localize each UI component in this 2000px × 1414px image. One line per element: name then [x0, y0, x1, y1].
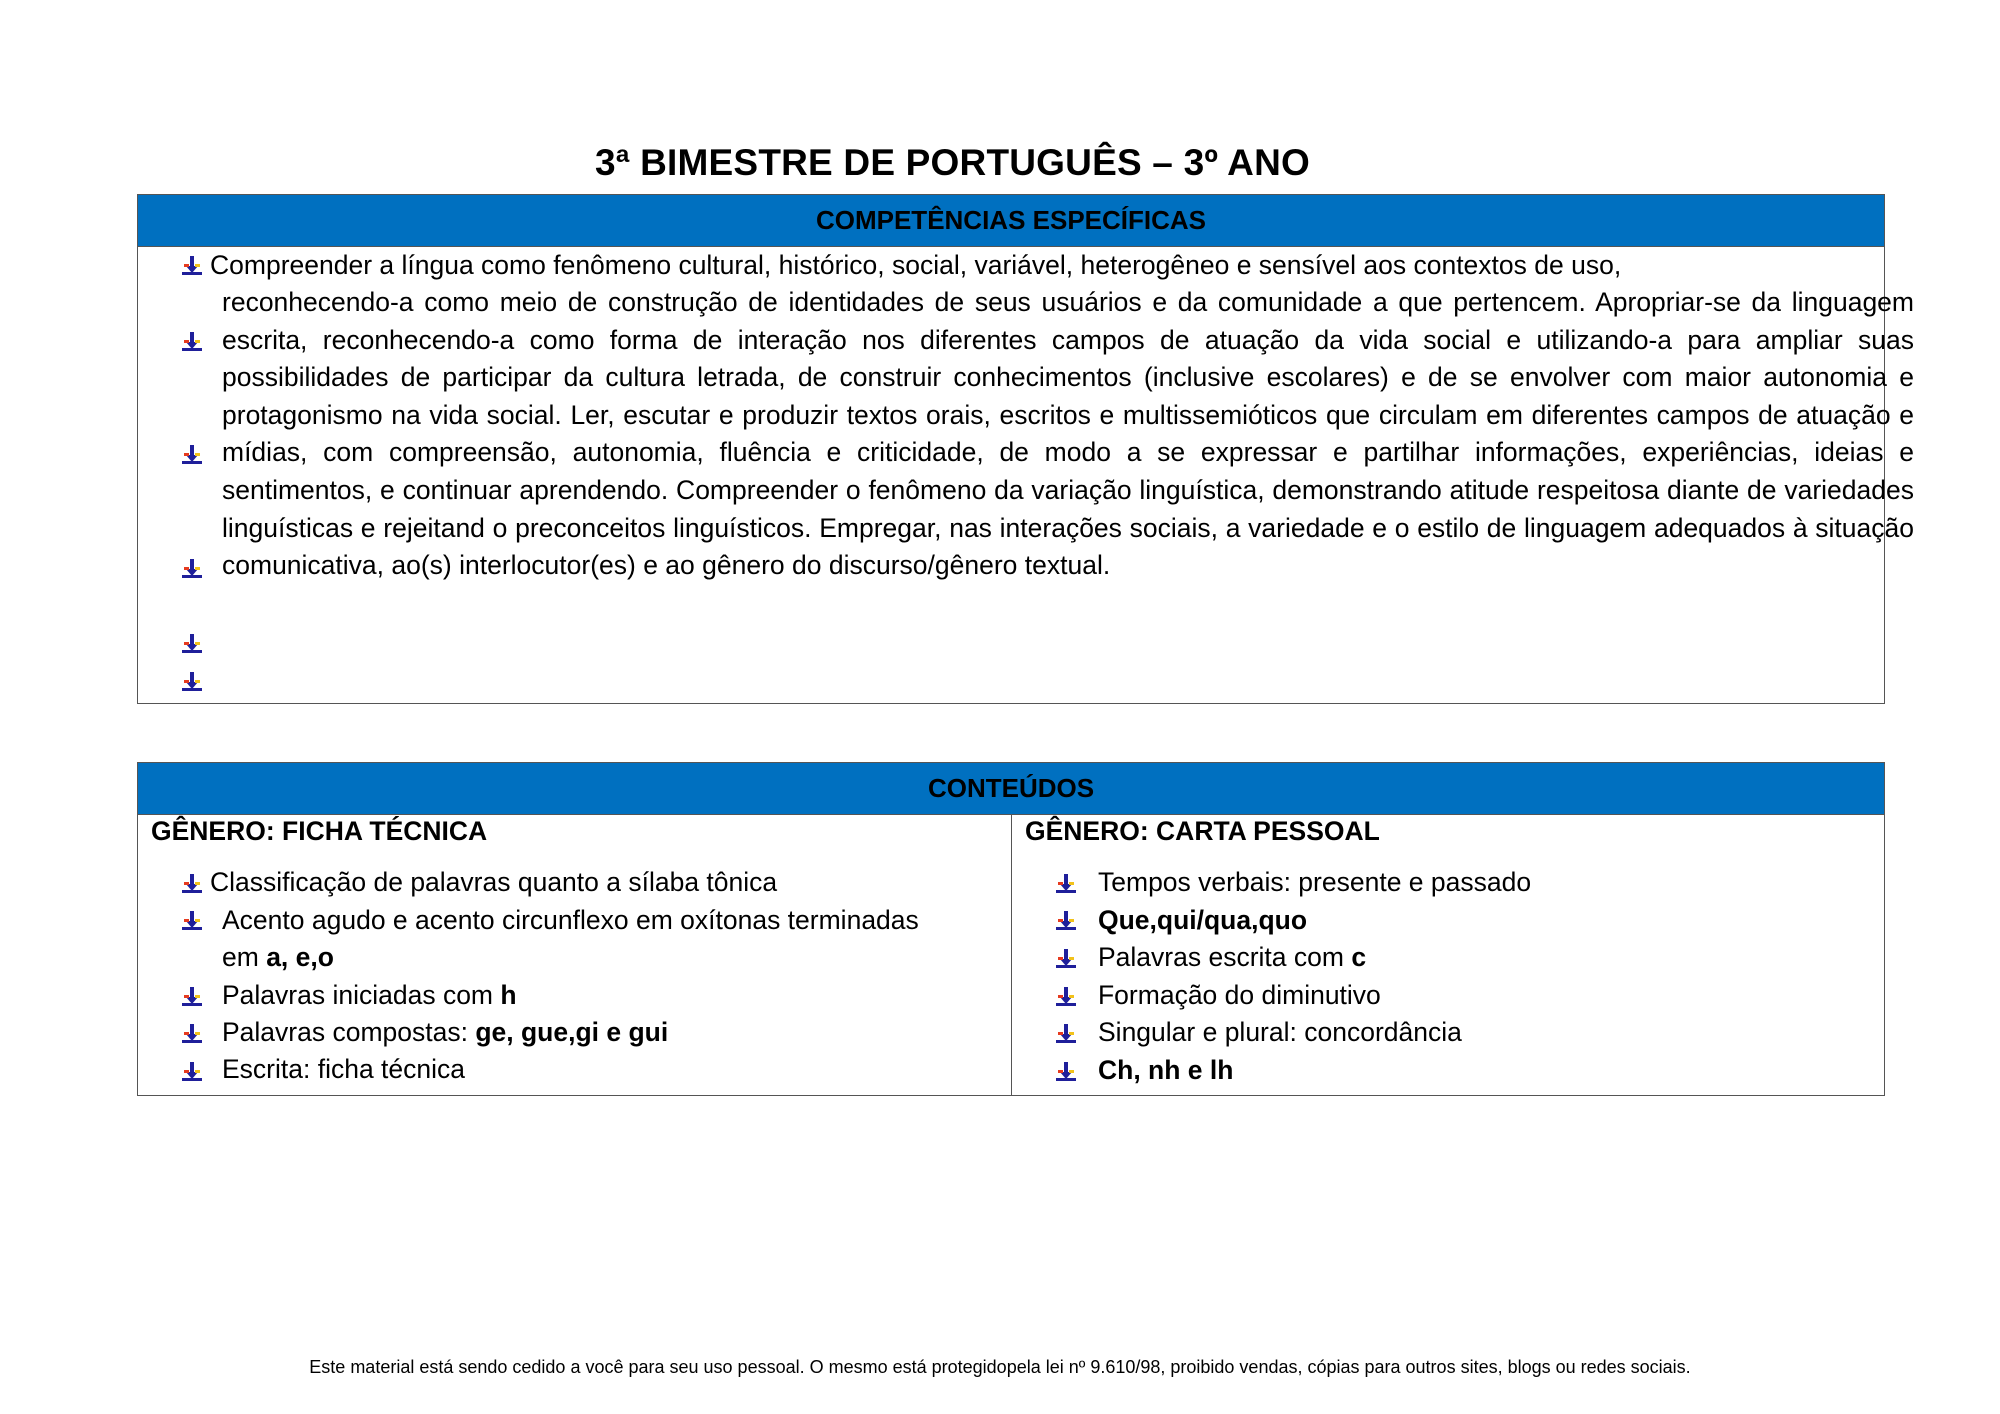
bullet-icon — [181, 1023, 203, 1045]
bullet-icon — [1055, 873, 1077, 895]
bullet-icon — [181, 986, 203, 1008]
list-item-bold-text: a, e,o — [266, 942, 334, 972]
list-item-bold-text: c — [1351, 942, 1367, 972]
bullet-icon — [1055, 1023, 1077, 1045]
competencia-first-line: Compreender a língua como fenômeno cultural, histórico, social, variável, heterogêneo e sensível aos contextos de uso, — [210, 250, 1622, 280]
list-item — [1098, 1014, 1462, 1052]
list-item — [222, 977, 517, 1015]
list-item — [1098, 977, 1381, 1015]
bullet-icon — [181, 255, 203, 277]
list-item — [222, 1014, 668, 1052]
list-item-continuation — [222, 939, 334, 977]
list-item-text: em — [222, 942, 267, 972]
bullet-icon — [181, 671, 203, 693]
list-item-text: Palavras compostas: — [222, 1017, 476, 1047]
list-item — [1098, 864, 1531, 902]
conteudos-header: CONTEÚDOS — [138, 763, 1884, 815]
list-item-text: Palavras escrita com — [1098, 942, 1352, 972]
bullet-icon — [181, 910, 203, 932]
list-item — [222, 902, 919, 940]
bullet-icon — [181, 1061, 203, 1083]
list-item-bold-text: Que,qui/qua,quo — [1098, 905, 1308, 935]
bullet-icon — [1055, 986, 1077, 1008]
list-item-text: Tempos verbais: presente e passado — [1098, 867, 1532, 897]
list-item — [222, 1051, 465, 1089]
competencia-body: reconhecendo-a como meio de construção de identidades de seus usuários e da comunidade a que pertencem. Apropriar-se da linguagem escrita, reconhecendo-a como forma de interação nos diferentes campos de atuação da vida social e utilizando-a para ampliar suas possibilidades de participar da cultura letrada, de construir conhecimentos (inclusive escolares) e de se envolver com maior autonomia e protagonismo na vida social. Ler, escutar e produzir textos orais, escritos e multissemióticos que circulam em diferentes campos de atuação e mídias, com compreensão, autonomia, fluência e criticidade, de modo a se expressar e partilhar informações, experiências, ideias e sentimentos, e continuar aprendendo. Compreender o fenômeno da variação linguística, demonstrando atitude respeitosa diante de variedades linguísticas e rejeitand o preconceitos linguísticos. Empregar, nas interações sociais, a variedade e o estilo de linguagem adequados à situação comunicativa, ao(s) interlocutor(es) e ao gênero do discurso/gênero textual. — [222, 287, 1914, 581]
competencias-header: COMPETÊNCIAS ESPECÍFICAS — [138, 195, 1884, 247]
column-divider — [1011, 815, 1012, 1095]
list-item-text: Classificação de palavras quanto a sílaba tônica — [210, 867, 778, 897]
list-item — [1098, 1052, 1233, 1090]
right-column-heading: GÊNERO: CARTA PESSOAL — [1025, 816, 1380, 846]
list-item — [1098, 902, 1307, 940]
list-item-text: Acento agudo e acento circunflexo em oxítonas terminadas — [222, 905, 919, 935]
list-item-bold-text: Ch, nh e lh — [1098, 1055, 1234, 1085]
bullet-icon — [1055, 948, 1077, 970]
bullet-icon — [1055, 1061, 1077, 1083]
list-item-bold-text: ge, gue,gi e gui — [475, 1017, 669, 1047]
footer-notice: Este material está sendo cedido a você para seu uso pessoal. O mesmo está protegidopela lei nº 9.610/98, proibido vendas, cópias para outros sites, blogs ou redes sociais. — [309, 1357, 1691, 1377]
bullet-icon — [181, 331, 203, 353]
bullet-icon — [181, 873, 203, 895]
list-item — [1098, 939, 1366, 977]
list-item-text: Escrita: ficha técnica — [222, 1054, 466, 1084]
bullet-icon — [181, 558, 203, 580]
bullet-icon — [181, 444, 203, 466]
left-column-heading: GÊNERO: FICHA TÉCNICA — [151, 816, 488, 846]
list-item-bold-text: h — [500, 980, 517, 1010]
page-title: 3ª BIMESTRE DE PORTUGUÊS – 3º ANO — [594, 142, 1310, 183]
list-item-text: Formação do diminutivo — [1098, 980, 1381, 1010]
bullet-icon — [1055, 910, 1077, 932]
list-item-text: Singular e plural: concordância — [1098, 1017, 1462, 1047]
list-item-text: Palavras iniciadas com — [222, 980, 501, 1010]
bullet-icon — [181, 633, 203, 655]
list-item — [210, 864, 777, 902]
